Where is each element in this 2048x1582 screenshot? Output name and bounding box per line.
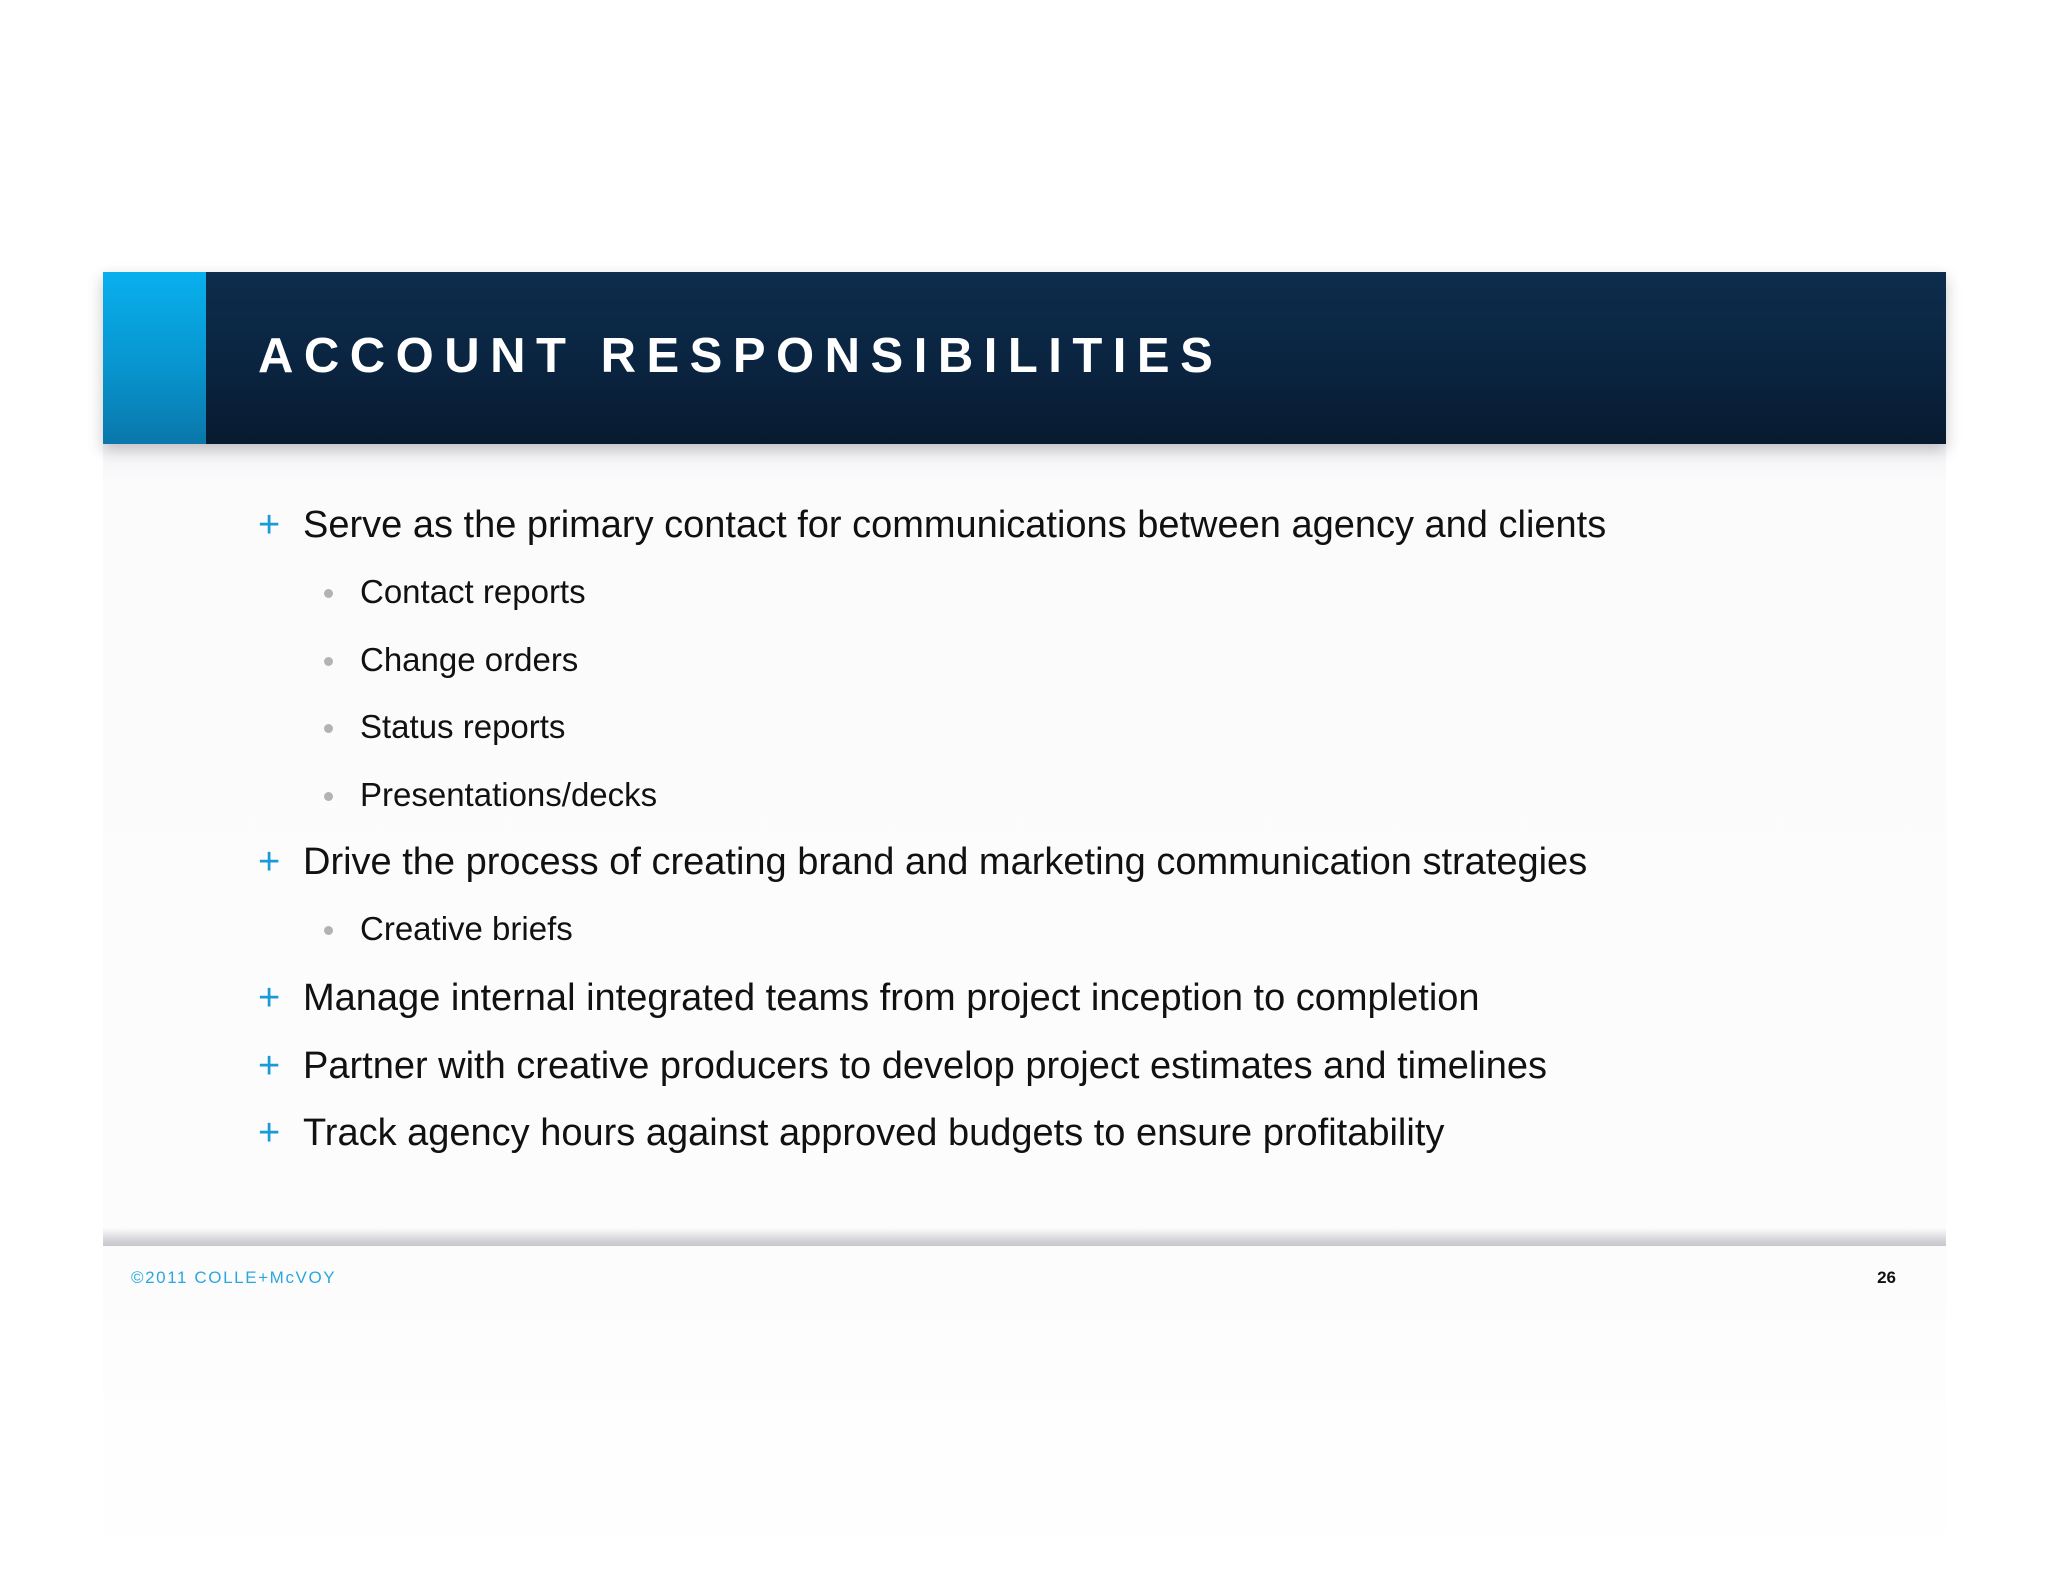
slide-lower-panel	[103, 1244, 1946, 1582]
bullet-text: Partner with creative producers to develop project estimates and timelines	[303, 1045, 1548, 1087]
dot-bullet-icon	[324, 926, 333, 935]
plus-icon: +	[258, 1045, 281, 1087]
plus-icon: +	[258, 504, 281, 546]
sub-bullet-text: Status reports	[360, 708, 566, 745]
plus-icon: +	[258, 1112, 281, 1154]
dot-bullet-icon	[324, 657, 333, 666]
plus-icon: +	[258, 841, 281, 883]
dot-bullet-icon	[324, 589, 333, 598]
sub-bullet-text: Contact reports	[360, 573, 586, 610]
page-number: 26	[1877, 1268, 1896, 1287]
title-banner	[103, 272, 1946, 444]
bullet-text: Serve as the primary contact for communications between agency and clients	[303, 504, 1607, 546]
slide-title: ACCOUNT RESPONSIBILITIES	[258, 329, 1224, 383]
bullet-text: Manage internal integrated teams from project inception to completion	[303, 977, 1480, 1019]
sub-bullet-text: Creative briefs	[360, 910, 573, 947]
title-banner-accent	[103, 272, 206, 444]
dot-bullet-icon	[324, 724, 333, 733]
footer-copyright: ©2011 COLLE+McVOY	[131, 1268, 337, 1287]
sub-bullet-text: Presentations/decks	[360, 776, 658, 813]
bullet-text: Track agency hours against approved budgets to ensure profitability	[303, 1112, 1445, 1154]
footer-divider	[103, 1228, 1946, 1246]
plus-icon: +	[258, 977, 281, 1019]
dot-bullet-icon	[324, 792, 333, 801]
bullet-text: Drive the process of creating brand and marketing communication strategies	[303, 841, 1588, 883]
sub-bullet-text: Change orders	[360, 641, 579, 678]
